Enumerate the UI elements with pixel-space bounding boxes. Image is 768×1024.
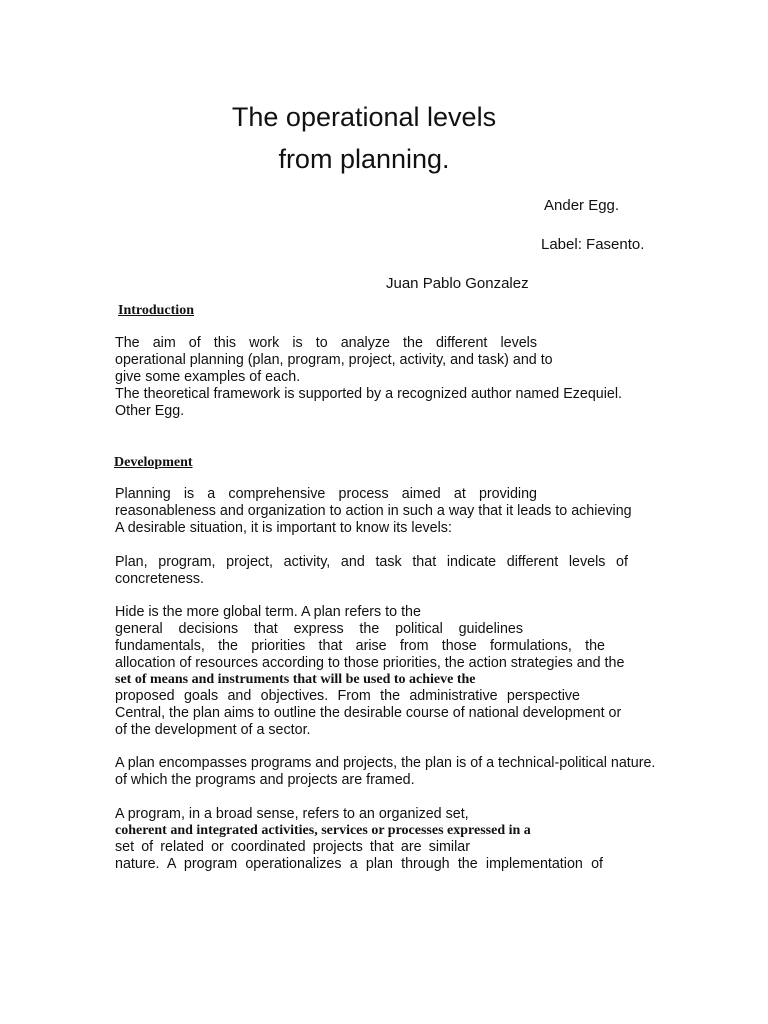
paragraph-line: The theoretical framework is supported by a recognized author named Ezequiel. xyxy=(115,386,623,402)
paragraph-line: Hide is the more global term. A plan refers to the xyxy=(115,604,421,620)
section-heading-introduction: Introduction xyxy=(118,303,194,318)
paragraph-line: reasonableness and organization to action in such a way that it leads to achieving xyxy=(115,503,632,519)
paragraph-line: A program, in a broad sense, refers to an organized set, xyxy=(115,806,469,822)
paragraph-line: give some examples of each. xyxy=(115,369,301,385)
paragraph-line: operational planning (plan, program, project, activity, and task) and to xyxy=(115,352,553,368)
paragraph-line: set of means and instruments that will be used to achieve the xyxy=(115,672,476,687)
paragraph-line: allocation of resources according to those priorities, the action strategies and the xyxy=(115,655,625,671)
label-reference: Label: Fasento. xyxy=(541,236,645,253)
paragraph-line: of which the programs and projects are framed. xyxy=(115,772,415,788)
student-name: Juan Pablo Gonzalez xyxy=(386,275,529,292)
section-heading-development: Development xyxy=(114,455,193,470)
paragraph-line: general decisions that express the political guidelines xyxy=(115,621,523,637)
paragraph-line: coherent and integrated activities, services or processes expressed in a xyxy=(115,823,531,838)
paragraph-line: of the development of a sector. xyxy=(115,722,311,738)
paragraph-line: concreteness. xyxy=(115,571,205,587)
paragraph-line: The aim of this work is to analyze the different levels xyxy=(115,335,537,351)
document-title-line-1: The operational levels xyxy=(231,102,497,132)
document-title-line-2: from planning. xyxy=(278,144,450,174)
paragraph-line: proposed goals and objectives. From the administrative perspective xyxy=(115,688,580,704)
paragraph-line: Planning is a comprehensive process aimed at providing xyxy=(115,486,537,502)
paragraph-line: Central, the plan aims to outline the desirable course of national development or xyxy=(115,705,622,721)
paragraph-line: nature. A program operationalizes a plan through the implementation of xyxy=(115,856,603,872)
paragraph-line: Plan, program, project, activity, and task that indicate different levels of xyxy=(115,554,628,570)
paragraph-line: fundamentals, the priorities that arise from those formulations, the xyxy=(115,638,605,654)
paragraph-line: A plan encompasses programs and projects, the plan is of a technical-political nature. xyxy=(115,755,656,771)
author-reference: Ander Egg. xyxy=(544,197,620,214)
paragraph-line: Other Egg. xyxy=(115,403,185,419)
paragraph-line: set of related or coordinated projects that are similar xyxy=(115,839,470,855)
paragraph-line: A desirable situation, it is important to know its levels: xyxy=(115,520,452,536)
